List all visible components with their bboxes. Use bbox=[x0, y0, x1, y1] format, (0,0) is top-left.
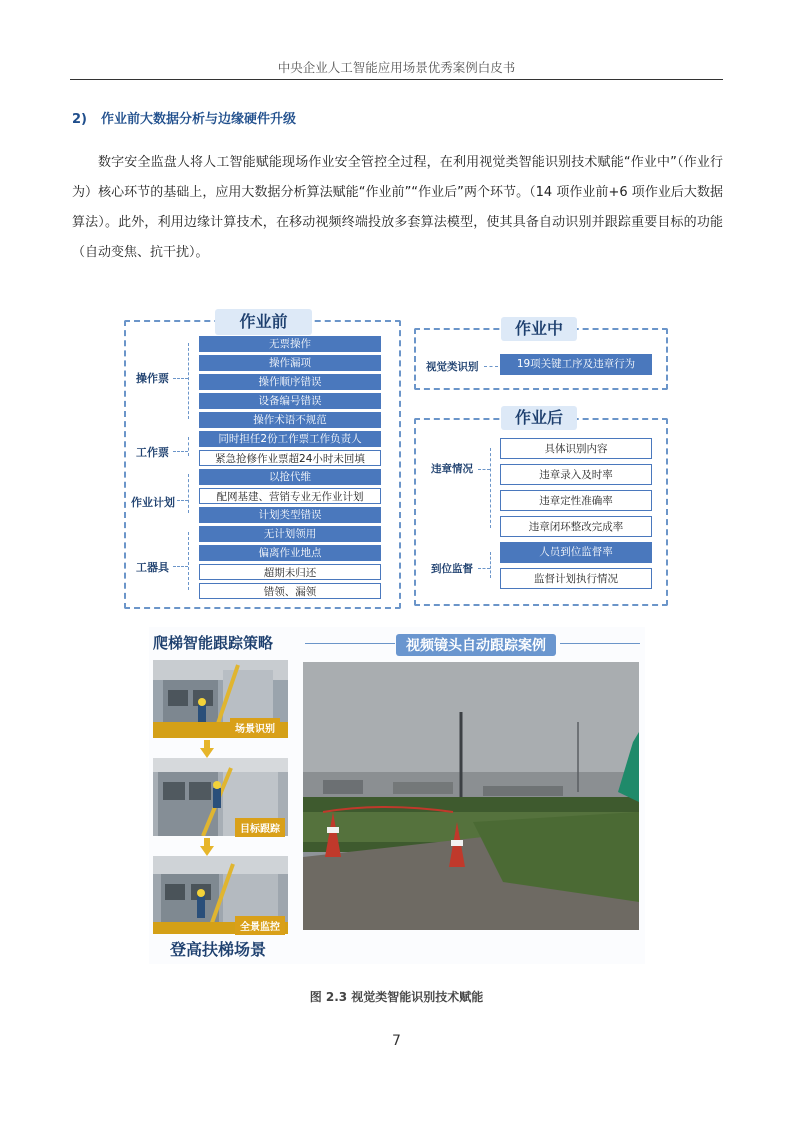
tracking-strategy-title: 爬梯智能跟踪策略 bbox=[153, 634, 274, 652]
bracket-connector bbox=[188, 437, 189, 456]
pre-work-item: 偏离作业地点 bbox=[199, 545, 381, 561]
bracket-connector bbox=[478, 469, 490, 470]
tracking-case-title: 视频镜头自动跟踪案例 bbox=[396, 634, 556, 656]
category-label: 工器具 bbox=[136, 561, 169, 574]
section-number: 2) bbox=[72, 112, 87, 127]
bracket-connector bbox=[188, 532, 189, 590]
paragraph-text: 数字安全监盘人将人工智能赋能现场作业安全管控全过程，在利用视觉类智能识别技术赋能“作业中”（作业行为）核心环节的基础上，应用大数据分析算法赋能“作业前”“作业后”两个环节。（14 项作业前+6 项作业后大数据算法）。此外，利用边缘计算技术，在移动视频终端投放多套算法模型，使其具备自动识别并跟踪重要目标的功能（自动变焦、抗干扰）。 bbox=[72, 155, 723, 260]
post-work-item: 监督计划执行情况 bbox=[500, 568, 652, 589]
pre-work-item: 超期未归还 bbox=[199, 564, 381, 580]
pre-work-item: 配网基建、营销专业无作业计划 bbox=[199, 488, 381, 504]
bracket-connector bbox=[490, 448, 491, 528]
post-work-item: 违章定性准确率 bbox=[500, 490, 652, 511]
arrow-connector bbox=[484, 366, 498, 367]
figure-caption: 图 2.3 视觉类智能识别技术赋能 bbox=[309, 990, 484, 1004]
pre-work-item: 操作术语不规范 bbox=[199, 412, 381, 428]
pre-work-item: 错领、漏领 bbox=[199, 583, 381, 599]
running-header: 中央企业人工智能应用场景优秀案例白皮书 bbox=[277, 60, 516, 75]
scene-title: 登高扶梯场景 bbox=[170, 940, 267, 959]
down-arrow-icon bbox=[200, 846, 214, 856]
post-work-category: 到位监督 bbox=[431, 563, 473, 575]
post-work-item: 具体识别内容 bbox=[500, 438, 652, 459]
pre-work-item: 操作漏项 bbox=[199, 355, 381, 371]
tracking-case-photo bbox=[303, 662, 639, 930]
title-line bbox=[305, 643, 395, 644]
in-work-title: 作业中 bbox=[501, 317, 577, 341]
section-title-text: 作业前大数据分析与边缘硬件升级 bbox=[101, 112, 297, 127]
page-number: 7 bbox=[392, 1033, 401, 1049]
bracket-connector bbox=[177, 500, 188, 501]
down-arrow bbox=[204, 838, 210, 846]
post-work-item: 违章录入及时率 bbox=[500, 464, 652, 485]
post-work-title: 作业后 bbox=[501, 406, 577, 430]
down-arrow-icon bbox=[200, 748, 214, 758]
bracket-connector bbox=[188, 343, 189, 419]
header-rule bbox=[70, 79, 723, 80]
in-work-item: 19项关键工序及违章行为 bbox=[500, 354, 652, 375]
pre-work-item: 无票操作 bbox=[199, 336, 381, 352]
body-paragraph bbox=[72, 148, 723, 268]
pre-work-item: 无计划领用 bbox=[199, 526, 381, 542]
bracket-connector bbox=[173, 378, 188, 379]
post-work-item: 违章闭环整改完成率 bbox=[500, 516, 652, 537]
bracket-connector bbox=[188, 474, 189, 513]
bracket-connector bbox=[478, 568, 490, 569]
pre-work-title: 作业前 bbox=[215, 309, 312, 335]
step-label: 目标跟踪 bbox=[235, 818, 285, 837]
bracket-connector bbox=[173, 451, 188, 452]
section-heading bbox=[72, 108, 296, 127]
pre-work-item: 同时担任2份工作票工作负责人 bbox=[199, 431, 381, 447]
step-label: 全景监控 bbox=[235, 916, 285, 935]
category-label: 操作票 bbox=[136, 372, 169, 385]
pre-work-item: 紧急抢修作业票超24小时未回填 bbox=[199, 450, 381, 466]
down-arrow bbox=[204, 740, 210, 748]
bracket-connector bbox=[173, 566, 188, 567]
pre-work-item: 以抢代维 bbox=[199, 469, 381, 485]
post-work-item: 人员到位监督率 bbox=[500, 542, 652, 563]
post-work-category: 违章情况 bbox=[431, 463, 473, 475]
category-label: 工作票 bbox=[136, 446, 169, 459]
pre-work-item: 计划类型错误 bbox=[199, 507, 381, 523]
title-line bbox=[560, 643, 640, 644]
category-label: 作业计划 bbox=[131, 496, 175, 509]
in-work-category: 视觉类识别 bbox=[426, 361, 479, 373]
pre-work-item: 设备编号错误 bbox=[199, 393, 381, 409]
step-label: 场景识别 bbox=[230, 718, 280, 737]
pre-work-item: 操作顺序错误 bbox=[199, 374, 381, 390]
bracket-connector bbox=[490, 552, 491, 578]
